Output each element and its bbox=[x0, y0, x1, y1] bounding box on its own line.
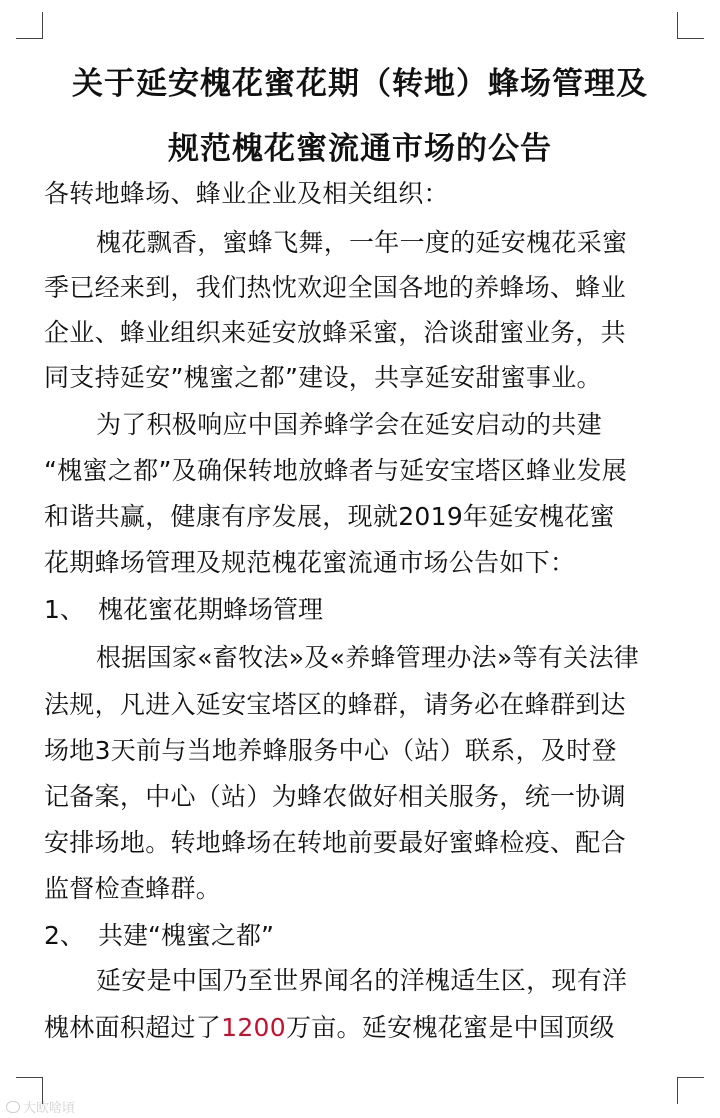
section-2-line: 延安是中国乃至世界闻名的洋槐适生区，现有洋 bbox=[96, 966, 628, 995]
section-2-number: 2、 bbox=[44, 921, 85, 950]
document-title-line-1: 关于延安槐花蜜花期（转地）蜂场管理及 bbox=[72, 66, 648, 102]
watermark-text: 大欧啥頃 bbox=[23, 1101, 76, 1116]
crop-mark-bottom-right bbox=[677, 1077, 704, 1104]
paragraph-2-line: 花期蜂场管理及规范槐花蜜流通市场公告如下： bbox=[44, 548, 576, 577]
section-1-line: 记备案，中心（站）为蜂农做好相关服务，统一协调 bbox=[44, 782, 626, 811]
paragraph-1-line: 季已经来到，我们热忱欢迎全国各地的养蜂场、蜂业 bbox=[44, 273, 626, 302]
watermark-logo-icon bbox=[6, 1101, 20, 1113]
section-2-line bbox=[44, 1013, 615, 1043]
section-1-line: 法规，凡进入延安宝塔区的蜂群，请务必在蜂群到达 bbox=[44, 690, 626, 719]
section-1-heading: 槐花蜜花期蜂场管理 bbox=[98, 595, 324, 624]
crop-mark-top-right bbox=[677, 12, 704, 39]
paragraph-2-line: “槐蜜之都”及确保转地放蜂者与延安宝塔区蜂业发展 bbox=[44, 456, 628, 485]
paragraph-2-line: 和谐共赢，健康有序发展，现就2019年延安槐花蜜 bbox=[44, 502, 615, 531]
section-2-line-text: 万亩。延安槐花蜜是中国顶级 bbox=[285, 1013, 615, 1042]
section-2-heading: 共建“槐蜜之都” bbox=[98, 921, 274, 950]
highlighted-figure: 1200 bbox=[221, 1013, 286, 1042]
paragraph-1-line: 槐花飘香，蜜蜂飞舞，一年一度的延安槐花采蜜 bbox=[96, 228, 628, 257]
watermark bbox=[6, 1097, 75, 1116]
section-1-line: 场地3天前与当地养蜂服务中心（站）联系，及时登 bbox=[44, 736, 617, 765]
crop-mark-top-left bbox=[16, 12, 43, 39]
paragraph-1-line: 企业、蜂业组织来延安放蜂采蜜，洽谈甜蜜业务，共 bbox=[44, 318, 626, 347]
salutation: 各转地蜂场、蜂业企业及相关组织： bbox=[44, 179, 449, 208]
paragraph-1-line: 同支持延安”槐蜜之都”建设，共享延安甜蜜事业。 bbox=[44, 363, 602, 392]
section-1-line: 安排场地。转地蜂场在转地前要最好蜜蜂检疫、配合 bbox=[44, 828, 626, 857]
section-1-number: 1、 bbox=[44, 595, 85, 624]
document-title-line-2: 规范槐花蜜流通市场的公告 bbox=[168, 131, 552, 167]
paragraph-2-line: 为了积极响应中国养蜂学会在延安启动的共建 bbox=[96, 410, 603, 439]
section-2-line-text: 槐林面积超过了 bbox=[44, 1013, 222, 1042]
section-1-line: 监督检查蜂群。 bbox=[44, 874, 222, 903]
section-1-line: 根据国家«畜牧法»及«养蜂管理办法»等有关法律 bbox=[96, 643, 640, 672]
